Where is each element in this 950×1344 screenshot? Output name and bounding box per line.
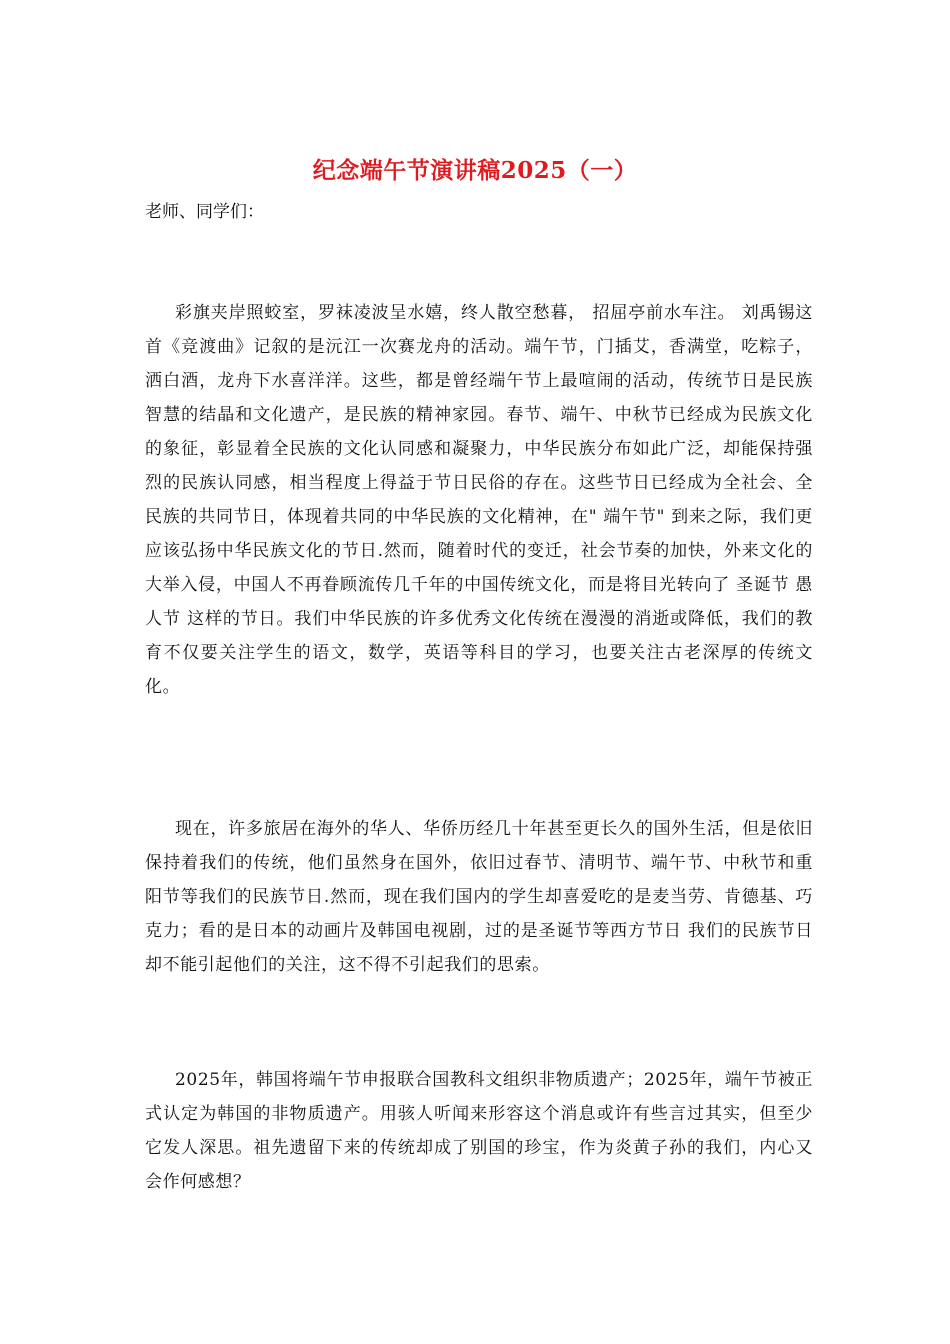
document-title: 纪念端午节演讲稿2025（一）	[312, 157, 638, 184]
paragraph-1: 彩旗夹岸照蛟室，罗袜凌波呈水嬉，终人散空愁暮， 招屈亭前水车注。 刘禹锡这首《竞渡曲》记叙的是沅江一次赛龙舟的活动。端午节，门插艾，香满堂，吃粽子，洒白酒，龙舟下水喜洋洋。这些，都是曾经端午节上最喧闹的活动，传统节日是民族智慧的结晶和文化遗产，是民族的精神家园。春节、端午、中秋节已经成为民族文化的象征，彰显着全民族的文化认同感和凝聚力，中华民族分布如此广泛，却能保持强烈的民族认同感，相当程度上得益于节日民俗的存在。这些节日已经成为全社会、全民族的共同节日，体现着共同的中华民族的文化精神，在" 端午节" 到来之际，我们更应该弘扬中华民族文化的节日.然而，随着时代的变迁，社会节奏的加快，外来文化的大举入侵，中国人不再眷顾流传几千年的中国传统文化，而是将目光转向了 圣诞节 愚人节 这样的节日。我们中华民族的许多优秀文化传统在漫漫的消逝或降低，我们的教育不仅要关注学生的语文，数学，英语等科目的学习，也要关注古老深厚的传统文化。	[145, 303, 813, 697]
paragraph-3: 2025年，韩国将端午节申报联合国教科文组织非物质遗产；2025年，端午节被正式认定为韩国的非物质遗产。用骇人听闻来形容这个消息或许有些言过其实，但至少它发人深思。祖先遗留下来的传统却成了别国的珍宝，作为炎黄子孙的我们，内心又会作何感想？	[145, 1070, 813, 1192]
greeting-line: 老师、同学们：	[145, 202, 264, 222]
paragraph-2: 现在，许多旅居在海外的华人、华侨历经几十年甚至更长久的国外生活，但是依旧保持着我们的传统，他们虽然身在国外，依旧过春节、清明节、端午节、中秋节和重阳节等我们的民族节日.然而，现在我们国内的学生却喜爱吃的是麦当劳、肯德基、巧克力；看的是日本的动画片及韩国电视剧，过的是圣诞节等西方节日 我们的民族节日却不能引起他们的关注，这不得不引起我们的思索。	[145, 819, 813, 975]
